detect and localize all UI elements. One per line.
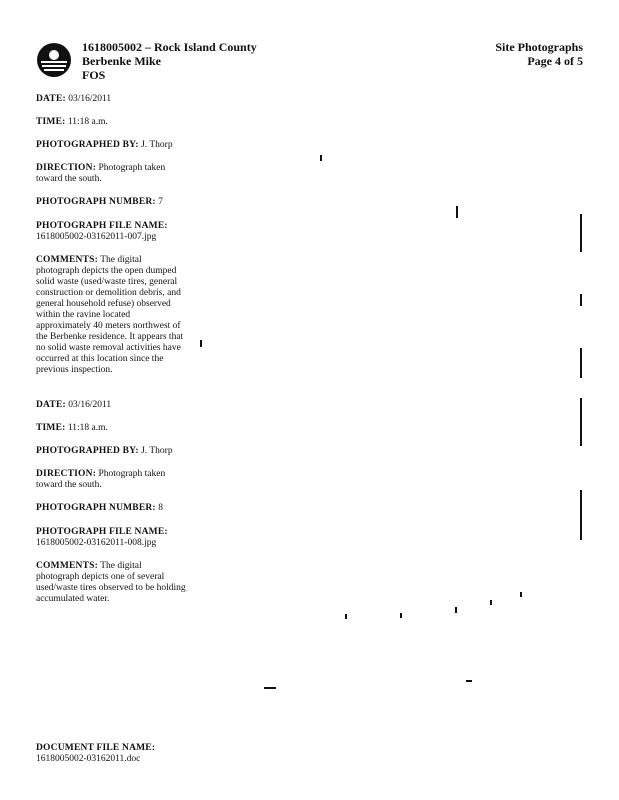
photo-7-time (36, 117, 186, 128)
photo-number-value: 8 (158, 503, 163, 513)
scan-speck (200, 340, 202, 347)
direction-label: DIRECTION: (36, 163, 97, 173)
photographed-by-value: J. Thorp (141, 446, 173, 456)
owner-name: Berbenke Mike (82, 54, 161, 68)
photo-7-number (36, 197, 186, 208)
time-value: 11:18 a.m. (67, 117, 108, 127)
header-right (495, 40, 583, 68)
site-line: 1618005002 – Rock Island County (82, 40, 257, 54)
file-name-label: PHOTOGRAPH FILE NAME: (36, 221, 168, 231)
scan-speck (400, 613, 402, 618)
date-label: DATE: (36, 94, 66, 104)
photo-7-date (36, 94, 186, 105)
comments-value: The digital photograph depicts the open dumped solid waste (used/waste tires, general construction or demolition debris, and general household refuse) observed within the ravine located approximately 40 meters northwest of the Berbenke residence. It appears that no solid waste removal activities have occurred at this location since the previous inspection. (36, 255, 184, 375)
date-label: DATE: (36, 400, 66, 410)
date-value: 03/16/2011 (68, 94, 112, 104)
scan-speck (580, 294, 582, 306)
date-value: 03/16/2011 (68, 400, 112, 410)
photo-7-file (36, 221, 186, 243)
scan-speck (580, 348, 582, 378)
photo-8-date (36, 400, 186, 411)
direction-value: Photograph taken toward the south. (36, 163, 166, 184)
photo-7-direction (36, 163, 186, 185)
document-file-value: 1618005002-03162011.doc (36, 754, 141, 764)
photo-8-direction (36, 469, 186, 491)
photo-7-photographer (36, 140, 186, 151)
file-name-value: 1618005002-03162011-008.jpg (36, 538, 157, 548)
photo-7-comments (36, 255, 186, 376)
photo-8-time (36, 423, 186, 434)
comments-value: The digital photograph depicts one of several used/waste tires observed to be holding accumulated water. (36, 561, 186, 604)
scan-speck (320, 155, 322, 161)
scan-speck (580, 398, 582, 446)
photo-8-comments (36, 561, 186, 605)
file-name-label: PHOTOGRAPH FILE NAME: (36, 527, 168, 537)
document-file-name (36, 743, 155, 765)
document-file-label: DOCUMENT FILE NAME: (36, 743, 156, 753)
photographed-by-label: PHOTOGRAPHED BY: (36, 446, 139, 456)
comments-label: COMMENTS: (36, 255, 98, 265)
scan-speck (466, 680, 472, 682)
photo-8-number (36, 503, 186, 514)
photo-8-photographer (36, 446, 186, 457)
scan-speck (455, 607, 457, 613)
program-code: FOS (82, 68, 106, 82)
time-value: 11:18 a.m. (67, 423, 108, 433)
file-name-value: 1618005002-03162011-007.jpg (36, 232, 157, 242)
scan-speck (345, 614, 347, 619)
photo-number-value: 7 (158, 197, 163, 207)
time-label: TIME: (36, 117, 66, 127)
photo-number-label: PHOTOGRAPH NUMBER: (36, 197, 156, 207)
page-label: Page 4 of 5 (527, 54, 583, 68)
header-left (82, 40, 257, 82)
scan-speck (264, 687, 276, 689)
photo-number-label: PHOTOGRAPH NUMBER: (36, 503, 156, 513)
direction-label: DIRECTION: (36, 469, 97, 479)
scan-speck (580, 214, 582, 252)
scan-speck (520, 592, 522, 597)
photographed-by-value: J. Thorp (141, 140, 173, 150)
direction-value: Photograph taken toward the south. (36, 469, 166, 490)
time-label: TIME: (36, 423, 66, 433)
comments-label: COMMENTS: (36, 561, 98, 571)
scan-speck (456, 206, 458, 218)
scan-speck (490, 600, 492, 605)
photographed-by-label: PHOTOGRAPHED BY: (36, 140, 139, 150)
photo-8-file (36, 527, 186, 549)
agency-logo (36, 42, 72, 78)
scan-speck (580, 490, 582, 540)
section-title: Site Photographs (495, 40, 583, 54)
